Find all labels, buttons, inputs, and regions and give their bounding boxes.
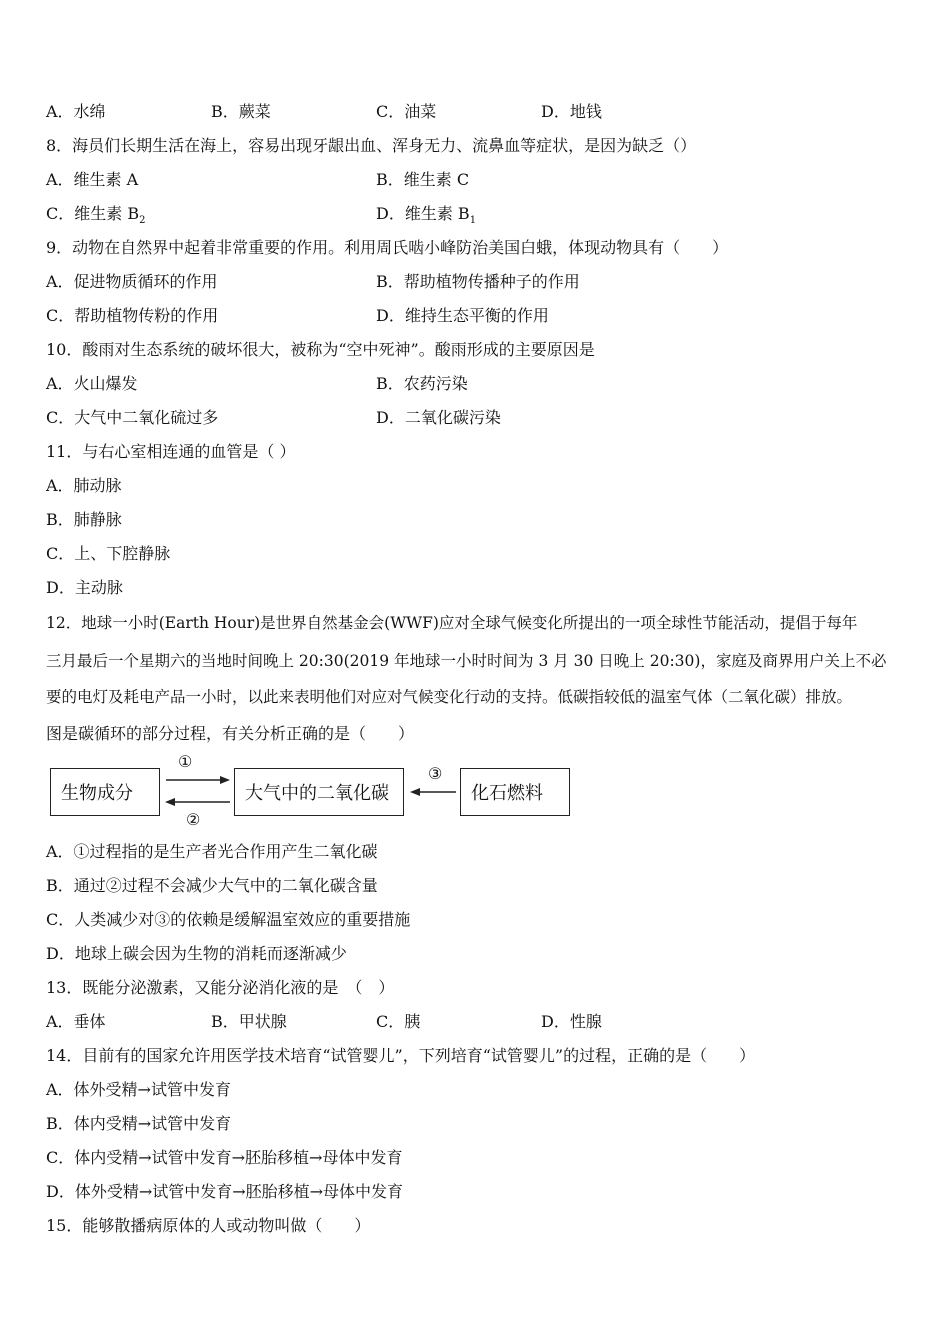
q9-option-d: D．维持生态平衡的作用 <box>376 306 549 325</box>
q10-option-a: A．火山爆发 <box>46 374 138 393</box>
q7-option-d: D．地钱 <box>541 102 602 121</box>
q12-option-b: B．通过②过程不会减少大气中的二氧化碳含量 <box>46 876 378 895</box>
q9-stem: 9．动物在自然界中起着非常重要的作用。利用周氏啮小峰防治美国白蛾，体现动物具有（ ） <box>46 238 729 257</box>
q8-option-c: C．维生素 $B_2$ <box>46 204 146 227</box>
q13-option-a: A．垂体 <box>46 1012 106 1031</box>
box-organism: 生物成分 <box>50 768 160 816</box>
q12-stem-line3: 要的电灯及耗电产品一小时，以此来表明他们对应对气候变化行动的支持。低碳指较低的温室气体（二氧化碳）排放。 <box>46 688 853 706</box>
q11-option-c: C．上、下腔静脉 <box>46 544 171 563</box>
q8-option-a: A．维生素 A <box>46 170 139 189</box>
q12-option-c: C．人类减少对③的依赖是缓解温室效应的重要措施 <box>46 910 411 929</box>
q8-stem: 8．海员们长期生活在海上，容易出现牙龈出血、浑身无力、流鼻血等症状，是因为缺乏（） <box>46 136 697 155</box>
q13-option-b: B．甲状腺 <box>211 1012 287 1031</box>
box-fossil-fuel: 化石燃料 <box>460 768 570 816</box>
q7-option-a: A．水绵 <box>46 102 106 121</box>
q13-stem: 13．既能分泌激素，又能分泌消化液的是 （ ） <box>46 978 395 997</box>
q12-option-d: D．地球上碳会因为生物的消耗而逐渐减少 <box>46 944 347 963</box>
q14-option-d: D．体外受精→试管中发育→胚胎移植→母体中发育 <box>46 1182 404 1201</box>
q10-option-b: B．农药污染 <box>376 374 468 393</box>
q12-stem-line1: 12．地球一小时(Earth Hour)是世界自然基金会(WWF)应对全球气候变化所提出的一项全球性节能活动，提倡于每年 <box>46 614 858 632</box>
q13-option-d: D．性腺 <box>541 1012 602 1031</box>
q14-option-c: C．体内受精→试管中发育→胚胎移植→母体中发育 <box>46 1148 403 1167</box>
q15-stem: 15．能够散播病原体的人或动物叫做（ ） <box>46 1216 371 1235</box>
q14-option-a: A．体外受精→试管中发育 <box>46 1080 231 1099</box>
box-atmosphere-co2: 大气中的二氧化碳 <box>234 768 404 816</box>
q13-option-c: C．胰 <box>376 1012 421 1031</box>
q7-option-c: C．油菜 <box>376 102 437 121</box>
q14-stem: 14．目前有的国家允许用医学技术培育“试管婴儿”，下列培育“试管婴儿”的过程，正确的是（ ） <box>46 1046 756 1065</box>
q8-option-b: B．维生素 C <box>376 170 470 189</box>
mark-process-1: ① <box>178 752 193 771</box>
q9-option-c: C．帮助植物传粉的作用 <box>46 306 219 325</box>
q11-option-d: D．主动脉 <box>46 578 123 597</box>
diagram-arrows <box>48 756 572 832</box>
arrow-2-head <box>165 798 175 806</box>
arrow-3-head <box>410 788 420 796</box>
mark-process-3: ③ <box>428 764 443 783</box>
q11-stem: 11．与右心室相连通的血管是（ ） <box>46 442 296 461</box>
q8-option-d: D．维生素 $B_1$ <box>376 204 477 227</box>
q10-option-c: C．大气中二氧化硫过多 <box>46 408 219 427</box>
q11-option-b: B．肺静脉 <box>46 510 122 529</box>
q9-option-b: B．帮助植物传播种子的作用 <box>376 272 580 291</box>
q10-stem: 10．酸雨对生态系统的破坏很大，被称为“空中死神”。酸雨形成的主要原因是 <box>46 340 595 359</box>
arrow-1-head <box>220 776 230 784</box>
q14-option-b: B．体内受精→试管中发育 <box>46 1114 232 1133</box>
q12-stem-line2: 三月最后一个星期六的当地时间晚上 20:30(2019 年地球一小时时间为 3 月 30 日晚上 20:30)，家庭及商界用户关上不必 <box>46 652 887 670</box>
mark-process-2: ② <box>186 810 201 829</box>
q11-option-a: A．肺动脉 <box>46 476 122 495</box>
q9-option-a: A．促进物质循环的作用 <box>46 272 218 291</box>
carbon-cycle-diagram <box>48 752 572 832</box>
q12-stem-line4: 图是碳循环的部分过程，有关分析正确的是（ ） <box>46 724 415 743</box>
q10-option-d: D．二氧化碳污染 <box>376 408 501 427</box>
q7-option-b: B．蕨菜 <box>211 102 271 121</box>
q12-option-a: A．①过程指的是生产者光合作用产生二氧化碳 <box>46 842 378 861</box>
